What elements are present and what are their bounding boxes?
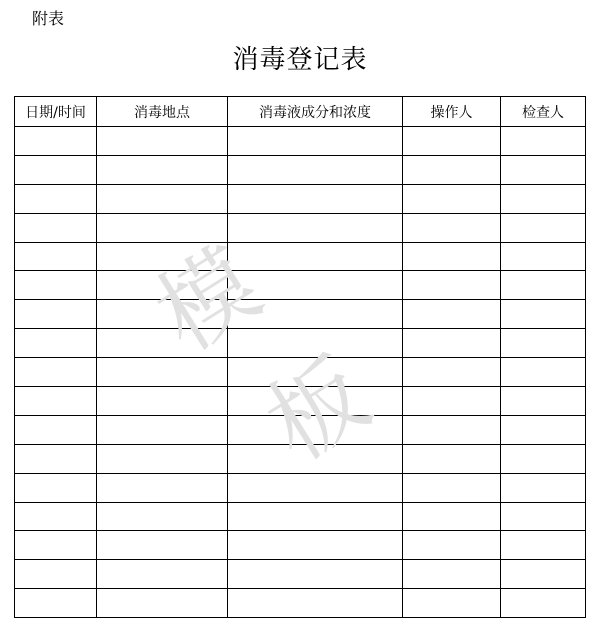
cell-inspector[interactable]	[501, 127, 586, 156]
cell-solution[interactable]	[228, 300, 403, 329]
cell-solution[interactable]	[228, 358, 403, 387]
cell-inspector[interactable]	[501, 271, 586, 300]
cell-location[interactable]	[97, 415, 228, 444]
cell-solution[interactable]	[228, 387, 403, 416]
table-row	[15, 415, 586, 444]
watermark-char-2: 板	[247, 337, 389, 483]
cell-datetime[interactable]	[15, 444, 97, 473]
cell-datetime[interactable]	[15, 155, 97, 184]
cell-inspector[interactable]	[501, 531, 586, 560]
cell-inspector[interactable]	[501, 589, 586, 618]
cell-operator[interactable]	[403, 415, 501, 444]
table-row	[15, 213, 586, 242]
table-row	[15, 184, 586, 213]
cell-datetime[interactable]	[15, 358, 97, 387]
table-body	[15, 127, 586, 618]
cell-solution[interactable]	[228, 473, 403, 502]
cell-datetime[interactable]	[15, 213, 97, 242]
cell-datetime[interactable]	[15, 387, 97, 416]
cell-inspector[interactable]	[501, 213, 586, 242]
cell-location[interactable]	[97, 300, 228, 329]
header-row	[15, 97, 586, 127]
cell-location[interactable]	[97, 242, 228, 271]
cell-datetime[interactable]	[15, 184, 97, 213]
cell-location[interactable]	[97, 473, 228, 502]
cell-solution[interactable]	[228, 271, 403, 300]
table-row	[15, 155, 586, 184]
cell-inspector[interactable]	[501, 242, 586, 271]
cell-location[interactable]	[97, 444, 228, 473]
cell-datetime[interactable]	[15, 127, 97, 156]
table-row	[15, 589, 586, 618]
cell-operator[interactable]	[403, 444, 501, 473]
cell-operator[interactable]	[403, 589, 501, 618]
column-header-solution: 消毒液成分和浓度	[228, 97, 403, 127]
cell-operator[interactable]	[403, 387, 501, 416]
column-header-operator: 操作人	[403, 97, 501, 127]
cell-inspector[interactable]	[501, 358, 586, 387]
cell-location[interactable]	[97, 271, 228, 300]
cell-datetime[interactable]	[15, 300, 97, 329]
cell-inspector[interactable]	[501, 444, 586, 473]
table-row	[15, 502, 586, 531]
cell-inspector[interactable]	[501, 155, 586, 184]
table-row	[15, 531, 586, 560]
cell-inspector[interactable]	[501, 473, 586, 502]
table-row	[15, 387, 586, 416]
cell-datetime[interactable]	[15, 473, 97, 502]
cell-operator[interactable]	[403, 242, 501, 271]
cell-location[interactable]	[97, 184, 228, 213]
cell-solution[interactable]	[228, 127, 403, 156]
disinfection-register-table	[14, 96, 586, 618]
table-row	[15, 300, 586, 329]
column-header-inspector: 检查人	[501, 97, 586, 127]
cell-datetime[interactable]	[15, 415, 97, 444]
table-row	[15, 560, 586, 589]
cell-solution[interactable]	[228, 415, 403, 444]
table-row	[15, 271, 586, 300]
cell-solution[interactable]	[228, 329, 403, 358]
cell-location[interactable]	[97, 358, 228, 387]
column-header-datetime: 日期/时间	[15, 97, 97, 127]
cell-solution[interactable]	[228, 155, 403, 184]
cell-operator[interactable]	[403, 358, 501, 387]
cell-location[interactable]	[97, 329, 228, 358]
cell-inspector[interactable]	[501, 300, 586, 329]
cell-datetime[interactable]	[15, 589, 97, 618]
cell-inspector[interactable]	[501, 560, 586, 589]
cell-inspector[interactable]	[501, 415, 586, 444]
cell-solution[interactable]	[228, 242, 403, 271]
cell-inspector[interactable]	[501, 329, 586, 358]
cell-location[interactable]	[97, 213, 228, 242]
page-title: 消毒登记表	[232, 45, 368, 75]
cell-solution[interactable]	[228, 213, 403, 242]
table-row	[15, 444, 586, 473]
cell-operator[interactable]	[403, 271, 501, 300]
cell-solution[interactable]	[228, 444, 403, 473]
cell-operator[interactable]	[403, 560, 501, 589]
appendix-label: 附表	[32, 9, 65, 28]
cell-datetime[interactable]	[15, 329, 97, 358]
table-row	[15, 329, 586, 358]
cell-datetime[interactable]	[15, 531, 97, 560]
cell-datetime[interactable]	[15, 271, 97, 300]
cell-operator[interactable]	[403, 213, 501, 242]
cell-operator[interactable]	[403, 184, 501, 213]
cell-location[interactable]	[97, 560, 228, 589]
cell-operator[interactable]	[403, 127, 501, 156]
cell-solution[interactable]	[228, 502, 403, 531]
cell-datetime[interactable]	[15, 502, 97, 531]
cell-inspector[interactable]	[501, 502, 586, 531]
column-header-location: 消毒地点	[97, 97, 228, 127]
cell-location[interactable]	[97, 589, 228, 618]
cell-operator[interactable]	[403, 531, 501, 560]
cell-operator[interactable]	[403, 329, 501, 358]
table-row	[15, 127, 586, 156]
cell-datetime[interactable]	[15, 560, 97, 589]
watermark-char-1: 模	[137, 227, 279, 373]
cell-location[interactable]	[97, 502, 228, 531]
table-row	[15, 358, 586, 387]
cell-location[interactable]	[97, 387, 228, 416]
cell-operator[interactable]	[403, 300, 501, 329]
cell-solution[interactable]	[228, 560, 403, 589]
cell-location[interactable]	[97, 531, 228, 560]
cell-solution[interactable]	[228, 589, 403, 618]
cell-solution[interactable]	[228, 531, 403, 560]
cell-datetime[interactable]	[15, 242, 97, 271]
cell-operator[interactable]	[403, 502, 501, 531]
cell-operator[interactable]	[403, 473, 501, 502]
cell-solution[interactable]	[228, 184, 403, 213]
table-row	[15, 473, 586, 502]
cell-inspector[interactable]	[501, 184, 586, 213]
cell-operator[interactable]	[403, 155, 501, 184]
cell-location[interactable]	[97, 155, 228, 184]
cell-location[interactable]	[97, 127, 228, 156]
cell-inspector[interactable]	[501, 387, 586, 416]
table-row	[15, 242, 586, 271]
